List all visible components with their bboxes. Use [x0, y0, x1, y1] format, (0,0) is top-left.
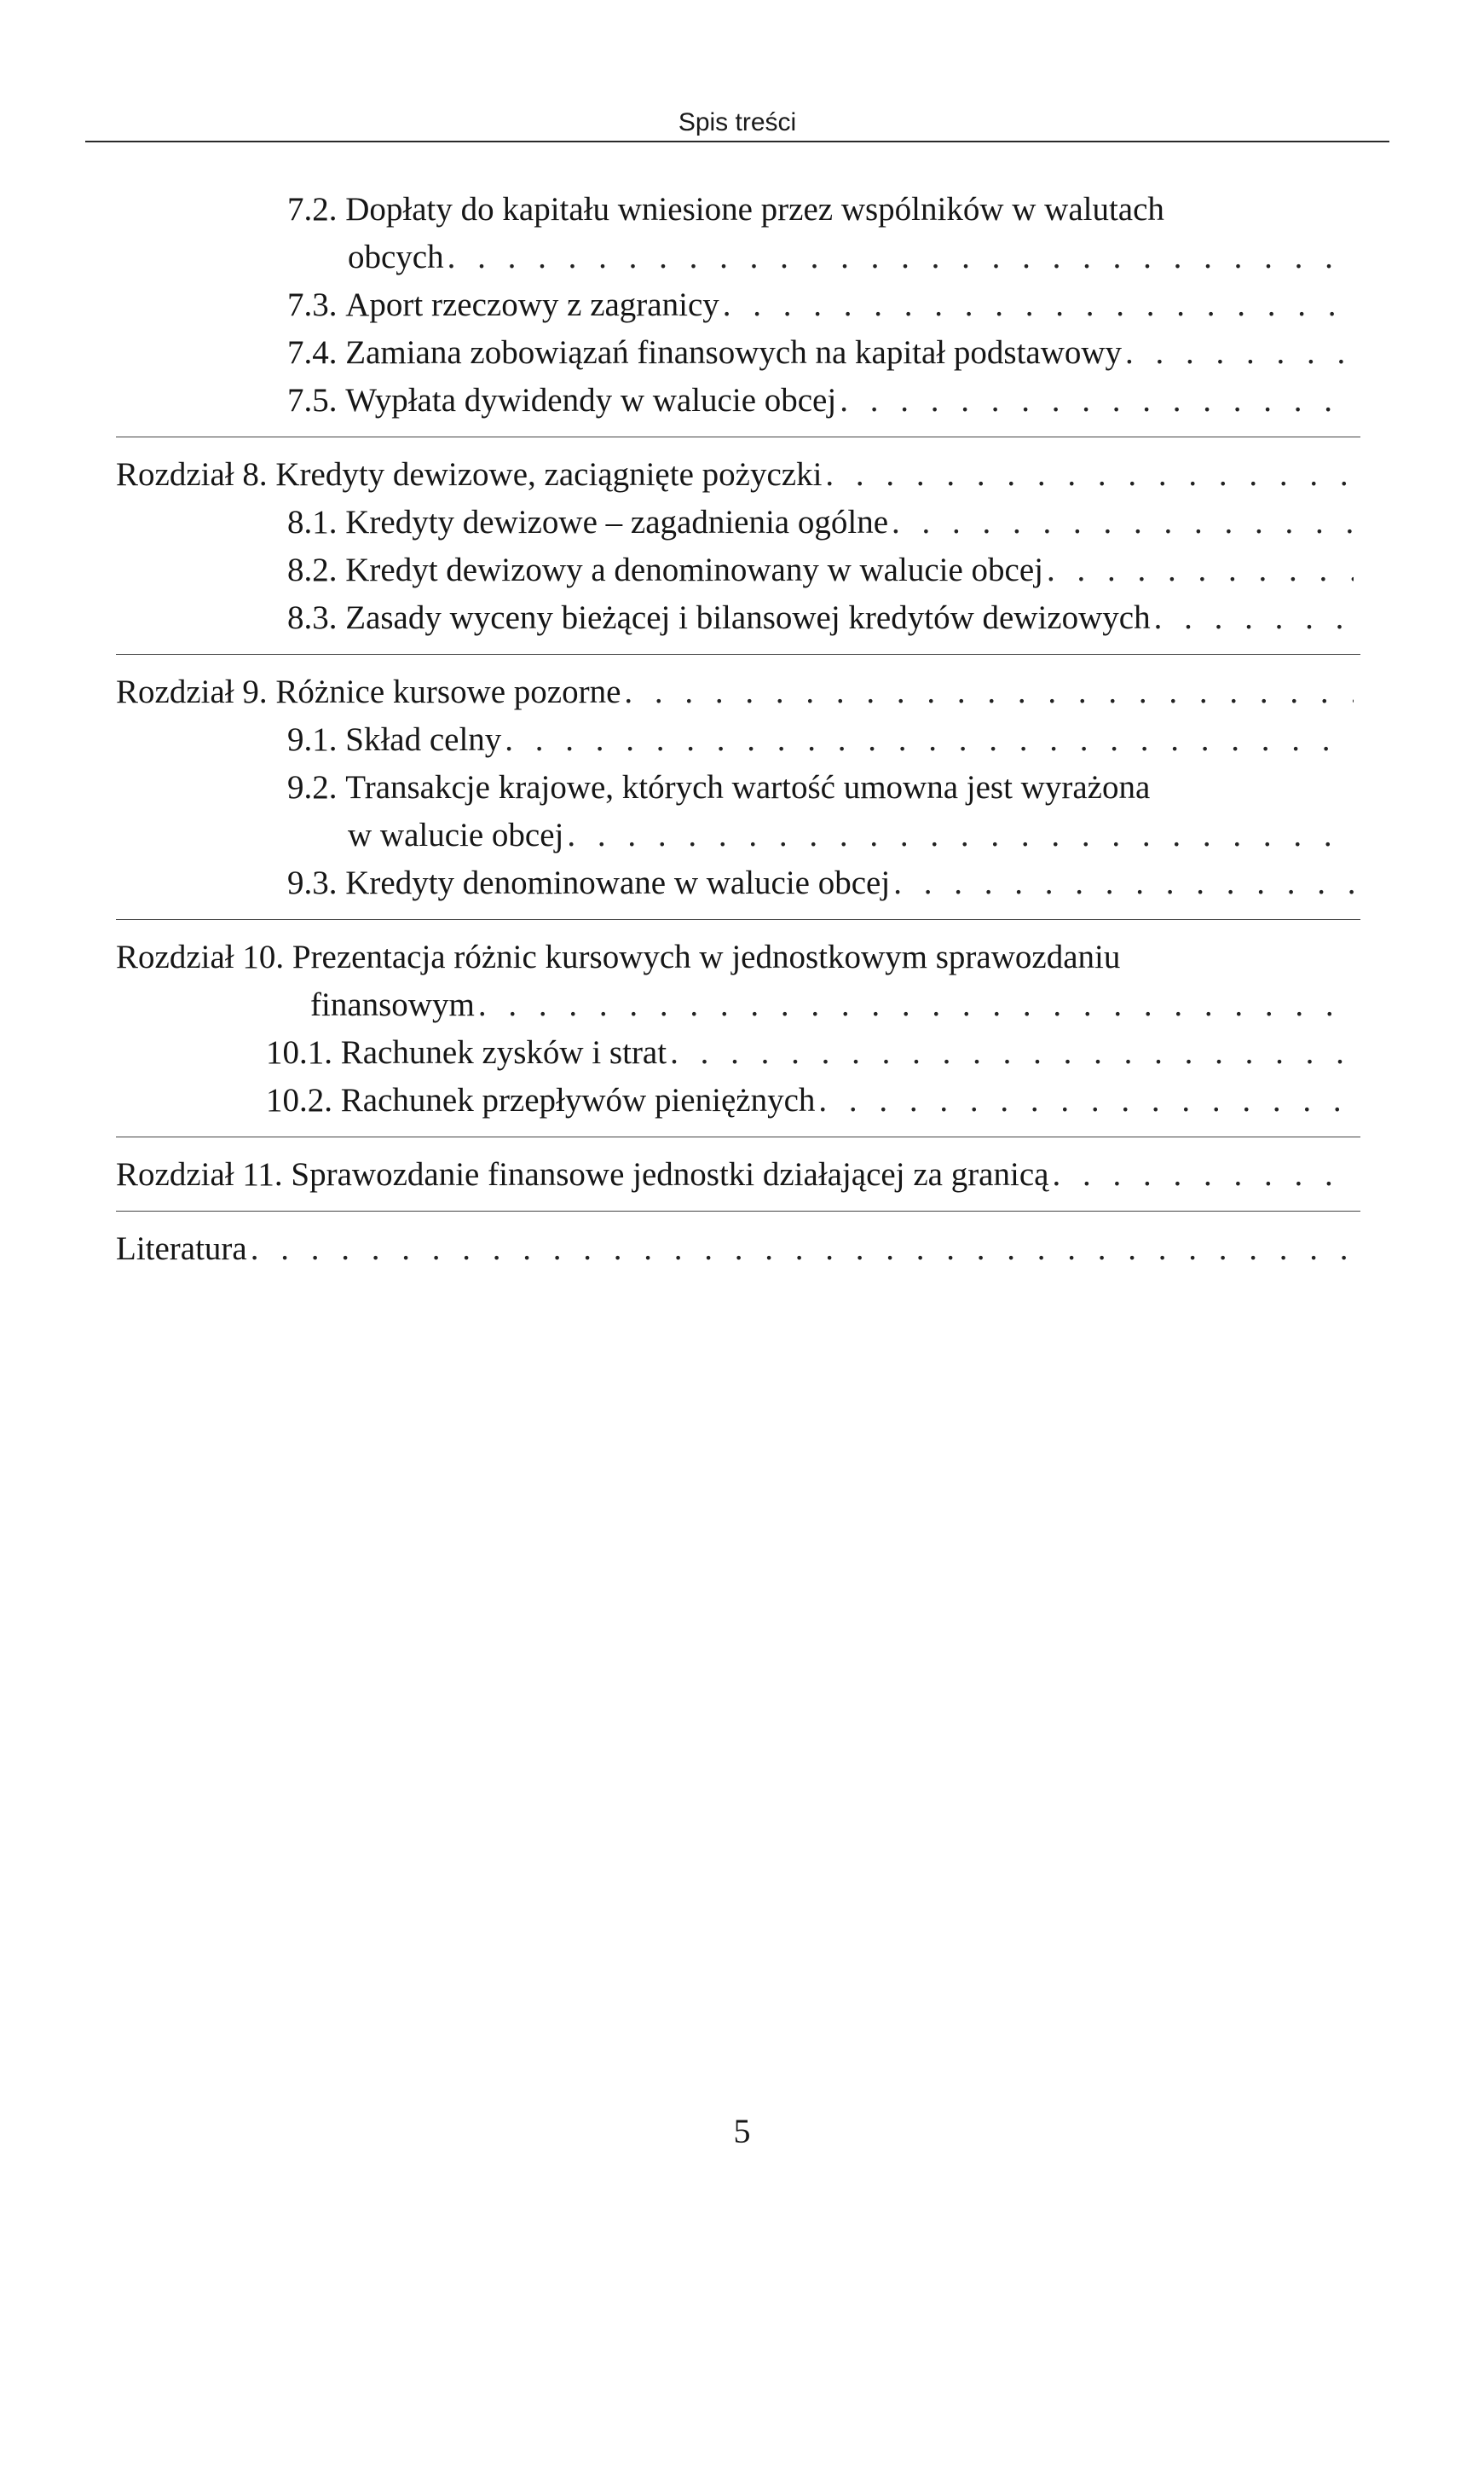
toc-entry-number: 10.1.: [266, 1034, 341, 1071]
toc-entry-number: 7.2.: [287, 191, 346, 228]
header-rule: [85, 141, 1389, 142]
toc-entry-number: 9.3.: [287, 865, 346, 901]
toc-chapter-title-continued: finansowym: [310, 986, 475, 1023]
page-number: 5: [733, 2112, 751, 2150]
toc-entry-number: 10.2.: [266, 1082, 341, 1119]
toc-entry-number: 7.5.: [287, 382, 346, 419]
toc-entry-title: Kredyt dewizowy a denominowany w walucie obcej: [345, 552, 1043, 588]
toc-chapter-title: Kredyty dewizowe, zaciągnięte pożyczki: [275, 456, 823, 493]
toc-entry-number: 9.2.: [287, 769, 346, 806]
toc-chapter-number: Rozdział 10.: [116, 939, 292, 975]
table-of-contents: [116, 186, 1360, 1273]
toc-entry-title: Transakcje krajowe, których wartość umowna jest wyrażona: [345, 769, 1151, 806]
toc-literatura[interactable]: [116, 1225, 1360, 1273]
toc-entry-number: 8.2.: [287, 552, 346, 588]
running-head: Spis treści: [678, 108, 797, 136]
toc-chapter-title: Różnice kursowe pozorne: [275, 674, 621, 710]
toc-entry-number: 8.1.: [287, 504, 346, 541]
toc-chapter-title: Sprawozdanie finansowe jednostki działającej za granicą: [291, 1156, 1049, 1193]
toc-entry-title: Rachunek zysków i strat: [340, 1034, 667, 1071]
toc-entry-title-continued: obcych: [348, 239, 444, 275]
toc-entry-title-continued: w walucie obcej: [348, 817, 564, 853]
toc-entry-number: 7.4.: [287, 334, 346, 371]
toc-entry-title: Zamiana zobowiązań finansowych na kapitał podstawowy: [345, 334, 1123, 371]
toc-entry-title: Kredyty denominowane w walucie obcej: [345, 865, 891, 901]
toc-entry-number: 8.3.: [287, 599, 346, 636]
toc-entry-title: Dopłaty do kapitału wniesione przez wspólników w walutach: [345, 191, 1164, 228]
toc-chapter-title: Prezentacja różnic kursowych w jednostkowym sprawozdaniu: [292, 939, 1121, 975]
toc-entry-title: Aport rzeczowy z zagranicy: [345, 286, 719, 323]
toc-entry-title: Skład celny: [345, 721, 502, 758]
toc-entry-title: Zasady wyceny bieżącej i bilansowej kredytów dewizowych: [345, 599, 1151, 636]
toc-entry-title: Wypłata dywidendy w walucie obcej: [345, 382, 837, 419]
toc-entry-title: Kredyty dewizowe – zagadnienia ogólne: [345, 504, 889, 541]
toc-chapter-number: Rozdział 9.: [116, 674, 276, 710]
toc-entry-number: 7.3.: [287, 286, 346, 323]
toc-chapter-number: Rozdział 11.: [116, 1156, 292, 1193]
toc-entry-title: Rachunek przepływów pieniężnych: [340, 1082, 816, 1119]
toc-entry-number: 9.1.: [287, 721, 346, 758]
toc-chapter-title: Literatura: [116, 1230, 247, 1267]
toc-chapter-number: Rozdział 8.: [116, 456, 276, 493]
